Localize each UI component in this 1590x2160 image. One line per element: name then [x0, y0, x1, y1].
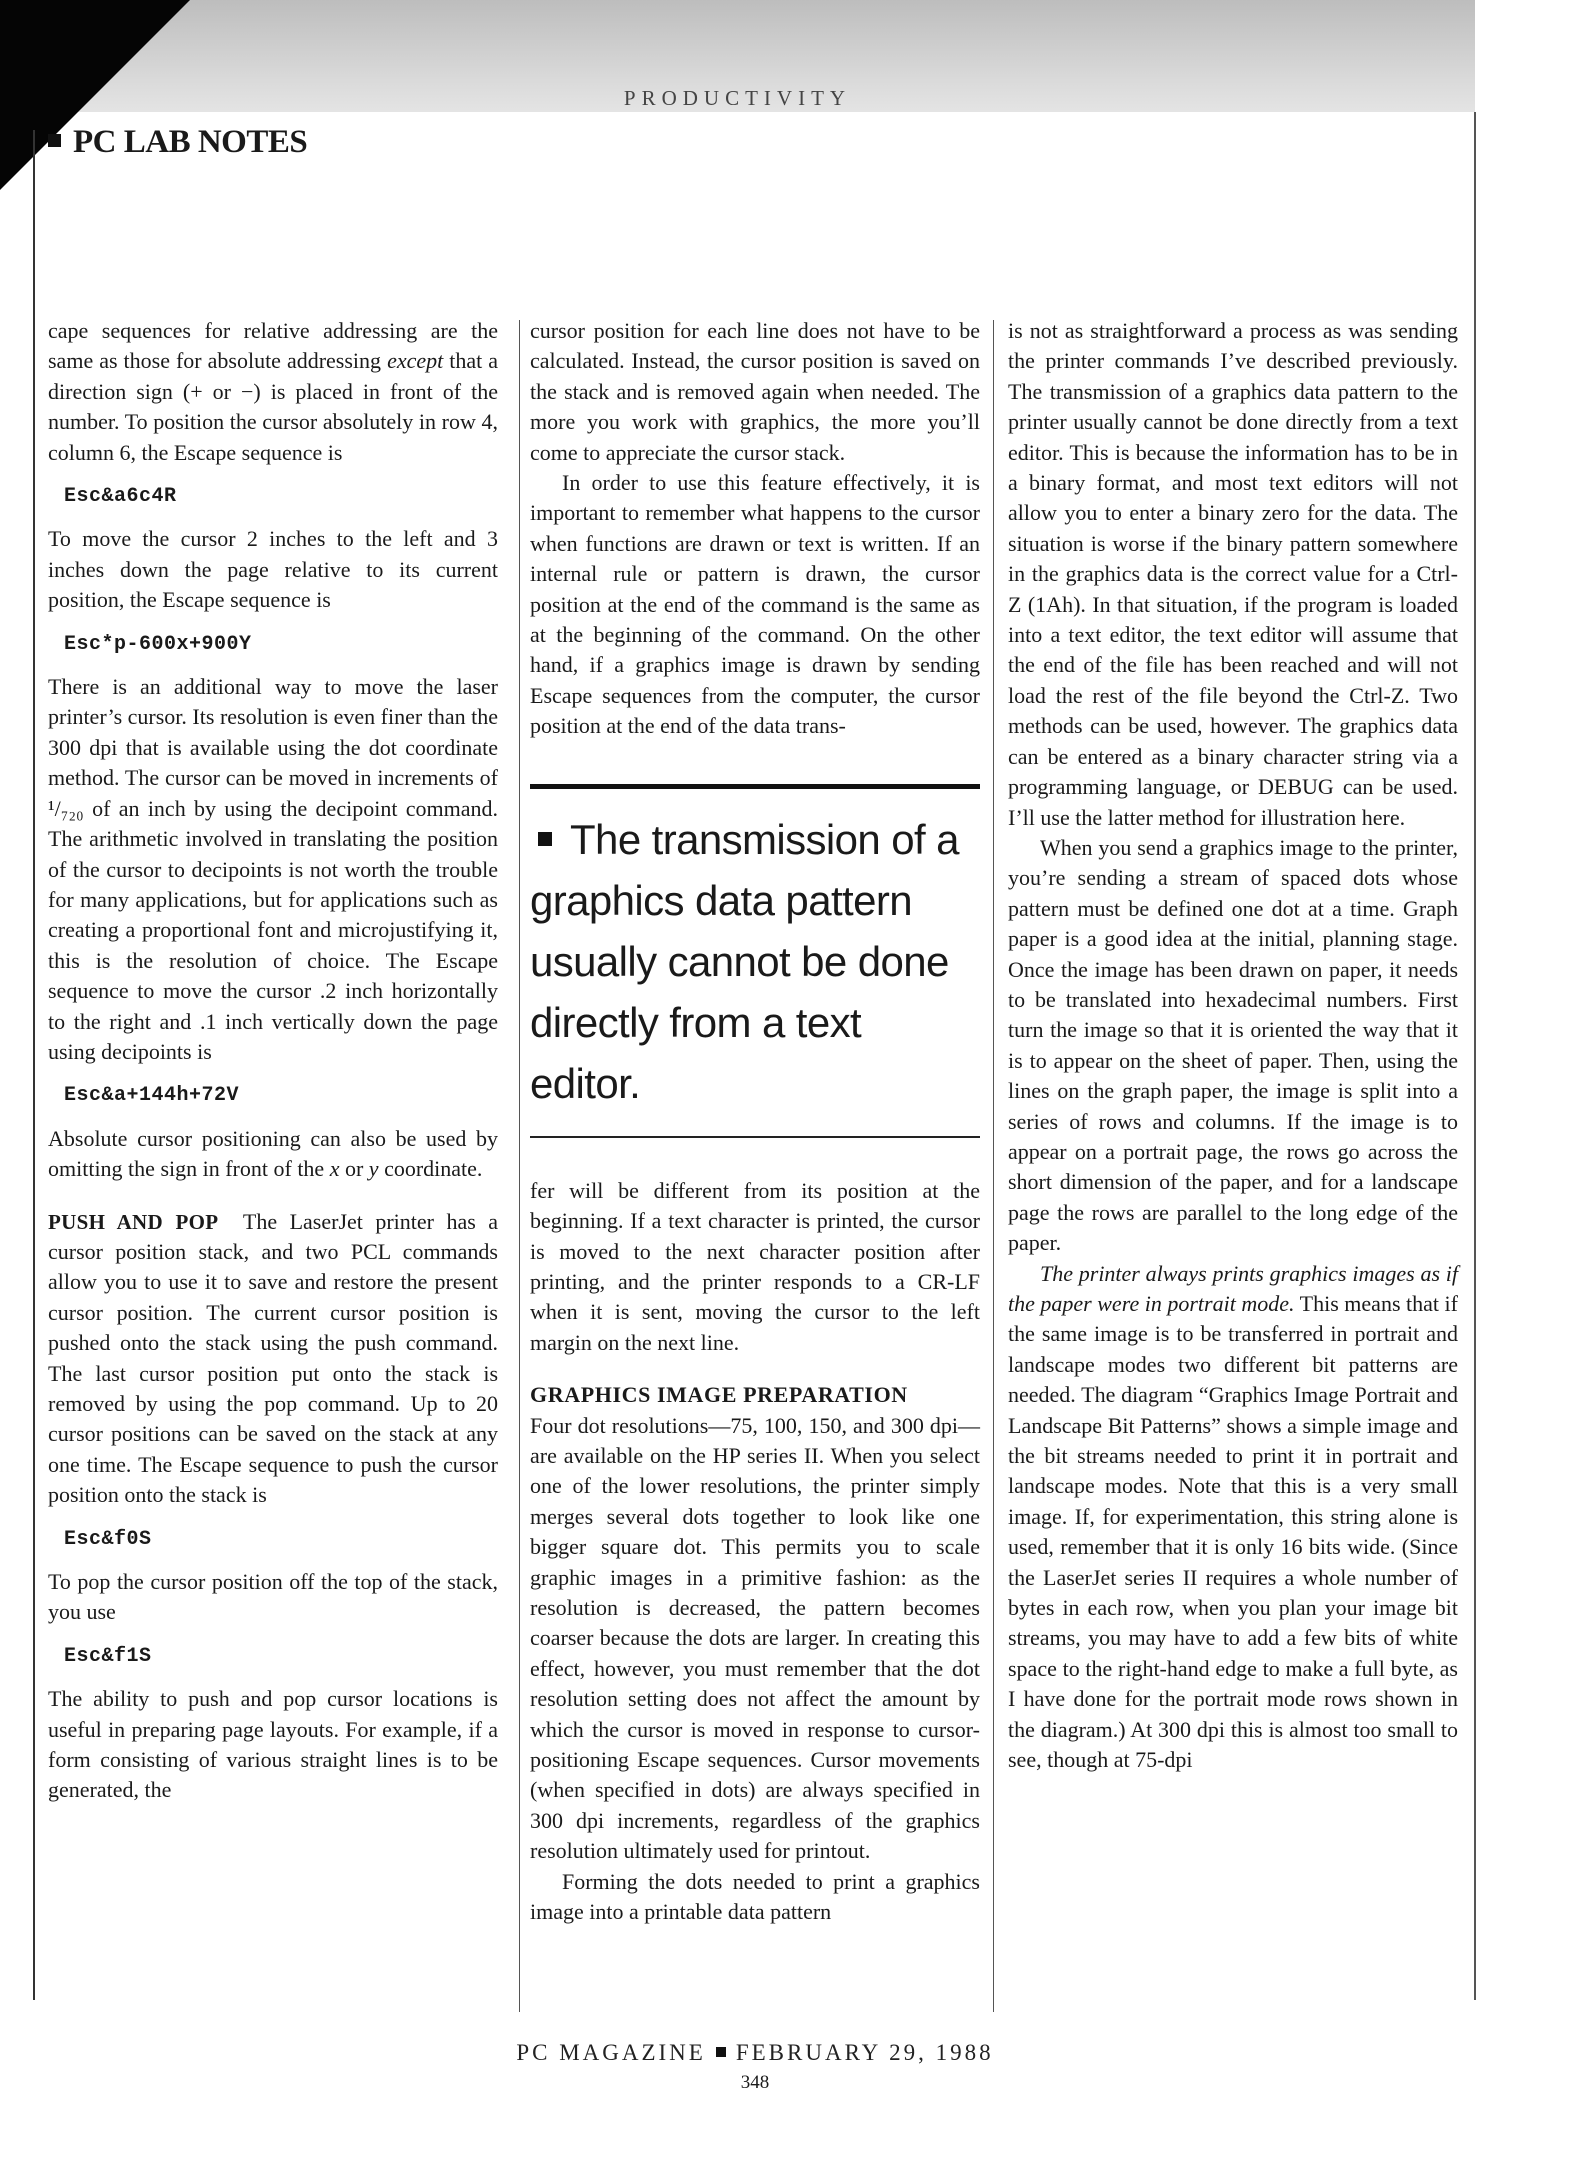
col1-p4-or: or — [344, 1156, 364, 1182]
col1-paragraph-7: The ability to push and pop cursor locations is useful in preparing page layouts. For example, if a form consisting of various straight lines is to be generated, the — [48, 1686, 498, 1803]
col3-p3-emphasis: The printer always prints graphics images as if the paper were in portrait mode. — [1008, 1260, 1458, 1316]
col3-paragraph-3 — [1008, 1259, 1458, 1776]
page-footer — [0, 2040, 1510, 2066]
col1-p4-y: y — [368, 1156, 379, 1182]
pull-quote — [530, 784, 980, 1138]
column-divider-1 — [519, 320, 520, 2012]
col1-paragraph-1 — [48, 316, 498, 468]
section-label: PRODUCTIVITY — [623, 86, 852, 110]
col3-paragraph-1: is not as straightforward a process as was sending the printer commands I’ve described previously. The transmission of a graphics data pattern to the printer usually cannot be done directly from a text editor. This is because the information has to be in a binary format, and most text editors will not allow you to enter a binary zero for the data. The situation is worse if the binary pattern somewhere in the graphics data is the correct value for a Ctrl-Z (1Ah). In that situation, if the program is loaded into a text editor, the text editor will assume that the end of the file has been reached and will not load the rest of the file beyond the Ctrl-Z. Two methods can be used, however. The graphics data can be entered as a binary character string via a programming language, or DEBUG can be used. I’ll use the latter method for illustration here. — [1008, 318, 1458, 830]
code-sequence-3: Esc&a+144h+72V — [64, 1084, 240, 1108]
graphics-image-preparation-heading: GRAPHICS IMAGE PREPARATION — [530, 1382, 908, 1408]
col1-p1-text: cape sequences for relative addressing are the same as those for absolute addressing — [48, 318, 498, 374]
col1-p1-emphasis: except — [387, 348, 444, 374]
footer-bullet-icon — [716, 2047, 726, 2057]
col3-p3-text: This means that if the same image is to be transferred in portrait and landscape modes two different bit patterns are needed. The diagram “Graphics Image Portrait and Landscape Bit Patterns” shows a simple image and the bit streams needed to print it in portrait and landscape modes. Note that this is a very small image. If, for experimentation, this string alone is used, remember that it is only 16 bits wide. (Since the LaserJet series II requires a whole number of bytes in each row, when you plan your image bit streams, you may have to add a few bits of white space to the right-hand edge to make a full byte, as I have done for the portrait mode rows shown in the diagram.) At 300 dpi this is almost too small to see, though at 75-dpi — [1008, 1291, 1458, 1773]
col1-p5-text: The LaserJet printer has a cursor position stack, and two PCL commands allow you to use it to save and restore the present cursor position. The current cursor position is pushed onto the stack using the push command. The last cursor position put onto the stack is removed by using the pop command. Up to 20 cursor positions can be saved on the stack at any one time. The Escape sequence to push the cursor position onto the stack is — [48, 1208, 499, 1508]
col2-paragraph-3: fer will be different from its position at the beginning. If a text character is printed, the cursor is moved to the next character position after printing, and the printer responds to a CR-LF when it is sent, moving the cursor to the left margin on the next line. — [530, 1177, 980, 1355]
col2-paragraph-2: In order to use this feature effectively, it is important to remember what happens to the cursor when functions are drawn or text is written. If an internal rule or pattern is drawn, the cursor position at the end of the command is the same as at the beginning of the command. On the other hand, if a graphics image is drawn by sending Escape sequences from the computer, the cursor position at the end of the data trans- — [530, 470, 980, 739]
column-name — [48, 124, 307, 161]
col1-p3-fraction: ¹/₇₂₀ — [48, 795, 84, 821]
col2-paragraph-4: Four dot resolutions—75, 100, 150, and 300 dpi—are available on the HP series II. When you select one of the lower resolutions, the printer simply merges several dots together to look like one bigger square dot. This permits you to scale graphic images in a primitive fashion: as the resolution is decreased, the pattern becomes coarser because the dots are larger. In creating this effect, however, you must remember that the dot resolution setting does not affect the amount by which the cursor is moved in response to cursor-positioning Escape sequences. Cursor movements (when specified in dots) are always specified in 300 dpi increments, regardless of the graphics resolution ultimately used for printout. — [530, 1412, 980, 1864]
issue-date: FEBRUARY 29, 1988 — [735, 2040, 994, 2065]
col1-p4-text: Absolute cursor positioning can also be used by omitting the sign in front of the — [48, 1125, 498, 1182]
bullet-square-icon — [48, 134, 61, 147]
col1-p3-rest: of an inch by using the decipoint command. The arithmetic involved in translating the position of the cursor to decipoints is not worth the trouble for many applications, but for applications such as creating a proportional font and microjustifying it, this is the resolution of choice. The Escape sequence to move the cursor .2 inch horizontally to the right and .1 inch vertically down the page using decipoints is — [48, 795, 499, 1064]
col1-p3-text: There is an additional way to move the laser printer’s cursor. Its resolution is even finer than the 300 dpi that is available using the dot coordinate method. The cursor can be moved in increments of — [48, 674, 498, 791]
col1-paragraph-6: To pop the cursor position off the top of the stack, you use — [48, 1569, 498, 1625]
col1-p4-x: x — [329, 1156, 340, 1182]
column-divider-2 — [993, 320, 994, 2012]
col1-paragraph-3 — [48, 672, 498, 1067]
column-1 — [48, 316, 498, 1806]
page-number: 348 — [740, 2072, 770, 2093]
col1-paragraph-4 — [48, 1124, 498, 1185]
code-sequence-4: Esc&f0S — [64, 1527, 152, 1551]
left-page-rule — [33, 130, 35, 2000]
column-3 — [1008, 316, 1458, 1776]
code-sequence-2: Esc*p-600x+900Y — [64, 632, 252, 656]
pull-quote-bullet-icon — [538, 832, 552, 846]
column-name-text: PC LAB NOTES — [73, 124, 308, 160]
col3-paragraph-2: When you send a graphics image to the printer, you’re sending a stream of spaced dots whose pattern must be defined one dot at a time. Graph paper is a good idea at the initial, planning stage. Once the image has been drawn on paper, it needs to be translated into hexadecimal numbers. First turn the image so that it is oriented the way that it is to appear on the sheet of paper. Then, using the lines on the graph paper, the image is split into a series of rows and columns. If the image is to appear on a portrait page, the rows go across the short dimension of the paper, and for a landscape page the rows are parallel to the long edge of the paper. — [1008, 834, 1458, 1256]
col1-paragraph-5 — [48, 1207, 498, 1511]
col1-paragraph-2: To move the cursor 2 inches to the left and 3 inches down the page relative to its current position, the Escape sequence is — [48, 526, 498, 613]
pull-quote-text: The transmission of a graphics data pattern usually cannot be done directly from a text editor. — [530, 815, 959, 1107]
col1-p1-rest: that a direction sign (+ or −) is placed in front of the number. To position the cursor absolutely in row 4, column 6, the Escape sequence is — [48, 348, 499, 465]
code-sequence-1: Esc&a6c4R — [64, 485, 177, 509]
col2-paragraph-1: cursor position for each line does not have to be calculated. Instead, the cursor position is saved on the stack and is removed again when needed. The more you work with graphics, the more you’ll come to appreciate the cursor stack. — [530, 318, 980, 465]
col1-p4-end: coordinate. — [384, 1156, 483, 1182]
column-2 — [530, 316, 980, 1927]
right-page-rule — [1474, 112, 1476, 2000]
code-sequence-5: Esc&f1S — [64, 1644, 152, 1668]
col2-paragraph-5: Forming the dots needed to print a graphics image into a printable data pattern — [530, 1868, 980, 1925]
magazine-name: PC MAGAZINE — [516, 2040, 706, 2065]
push-and-pop-heading: PUSH AND POP — [48, 1209, 219, 1234]
